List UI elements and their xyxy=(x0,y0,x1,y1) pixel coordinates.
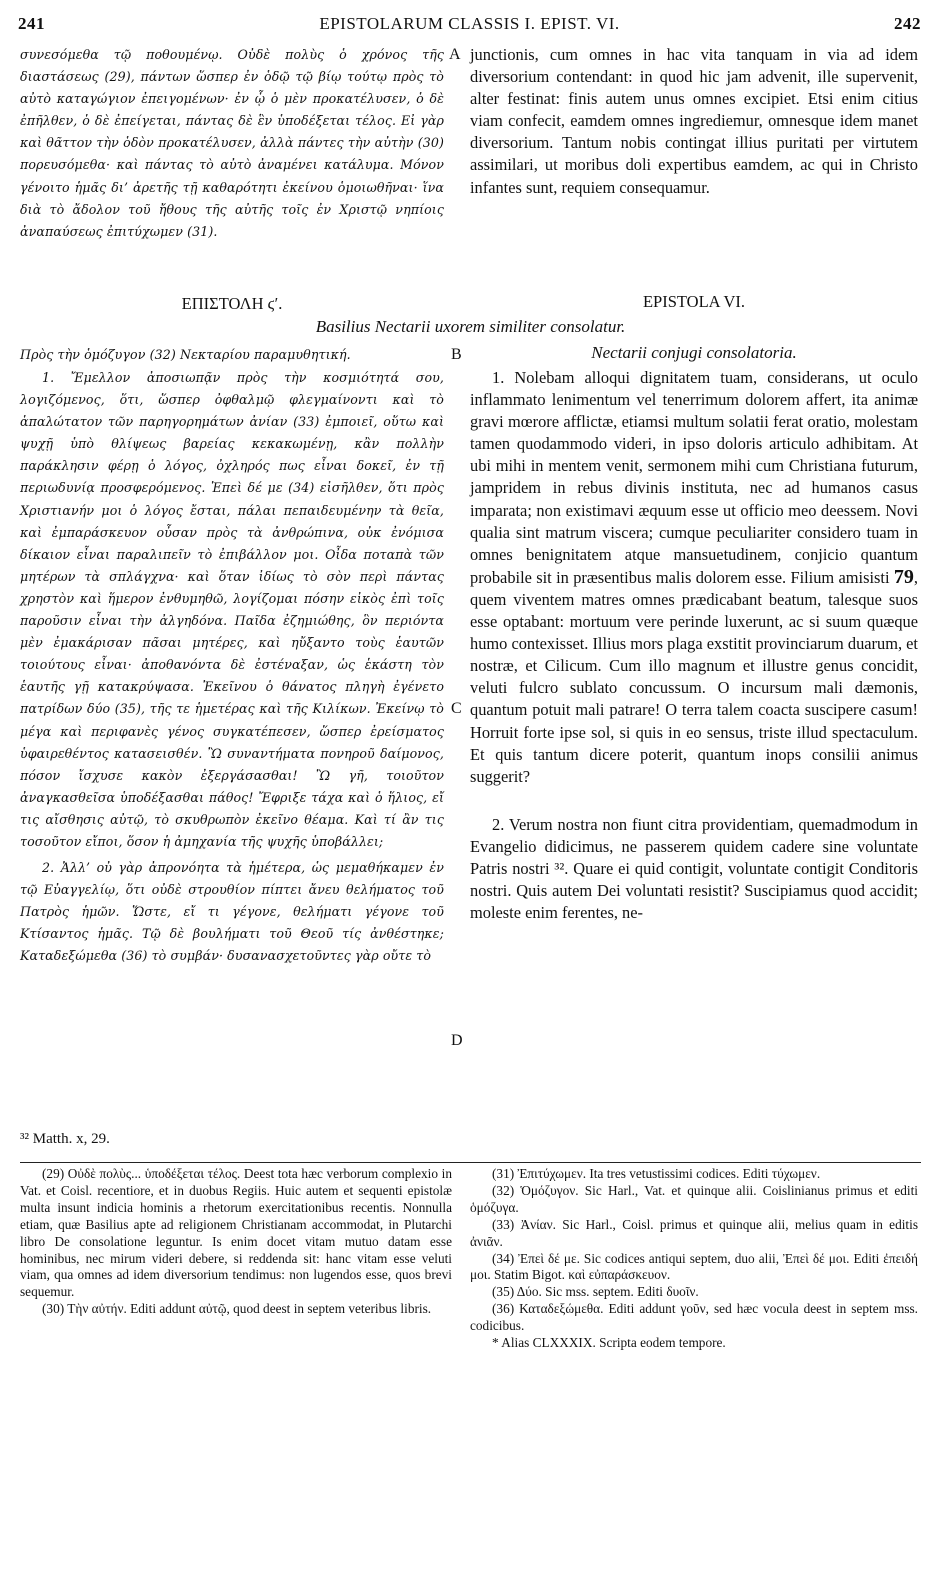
notes-left xyxy=(20,1166,452,1318)
margin-mark-b: B xyxy=(451,346,462,363)
running-header xyxy=(18,14,921,36)
notes-right xyxy=(470,1166,918,1352)
note-30: (30) Τὴν αὐτήν. Editi addunt αὐτῷ, quod deest in septem veteribus libris. xyxy=(42,1301,432,1317)
note-35: (35) Δύο. Sic mss. septem. Editi δυοῖν. xyxy=(492,1284,699,1300)
column-number: 79 xyxy=(893,565,914,588)
margin-mark-a: A xyxy=(449,46,461,63)
latin-address: Nectarii conjugi consolatoria. xyxy=(591,343,797,362)
note-33: (33) Ἀνίαν. Sic Harl., Coisl. primus et quinque alii, melius quam in editis ἀνιᾶν. xyxy=(470,1216,918,1249)
scripture-footnote: ³² Matth. x, 29. xyxy=(20,1131,110,1147)
note-34: (34) Ἐπεὶ δέ με. Sic codices antiqui septem, duo alii, Ἐπεὶ δέ μοι. Editi ἐπειδή μοι. Statim Bigot. καὶ εὐπαράσκευον. xyxy=(470,1250,918,1283)
latin-continuation-text: junctionis, cum omnes in hac vita tanquam in via ad idem diversorium contendant: in quod hic jam advenit, ille supervenit, alter festinat: finis autem unus omnes excipiet. Etsi enim citius viam confecit, eamdem omnes ingrediemur, omnesque idem manet diversorium. Tantum nobis contingat illius puritati per virtutem assimilari, ut moribus doli expertibus eamdem, ac qui in Christo infantes sunt, requiem consequamur. xyxy=(470,45,918,197)
epistle-subtitle: Basilius Nectarii uxorem similiter consolatur. xyxy=(315,317,626,336)
note-alias: * Alias CLXXXIX. Scripta eodem tempore. xyxy=(492,1335,726,1351)
greek-letter-column xyxy=(20,367,444,968)
greek-continuation-text: συνεσόμεθα τῷ ποθουμένῳ. Οὐδὲ πολὺς ὁ χρόνος τῆς διαστάσεως (29), πάντων ὥσπερ ἐν ὁδῷ τῷ βίῳ τούτῳ πρὸς τὸ αὐτὸ καταγώγιον ἐπειγομένων· ἐν ᾧ ὁ μὲν προκατέλυσεν, ὁ δὲ ἐπῆλθεν, ὁ δὲ ἐπείγεται, πάντας δὲ ἓν ὑποδέξεται τέλος. Εἰ γὰρ καὶ θᾶττον τὴν ὁδὸν προκατέλυσεν, ἀλλὰ πάντες τὴν αὐτὴν (30) πορευσόμεθα· καὶ πάντας τὸ αὐτὸ ἀναμένει κατάλυμα. Μόνον γένοιτο ἡμᾶς δι’ ἀρετῆς τῇ καθαρότητι ἐκείνου ὁμοιωθῆναι· ἵνα διὰ τὸ ἄδολον τοῦ ἤθους τῆς αὐτῆς τοῖς ἐν Χριστῷ νηπίοις ἀναπαύσεως ἐπιτύχωμεν (31). xyxy=(20,47,444,239)
note-29: (29) Οὐδὲ πολὺς... ὑποδέξεται τέλος. Deest tota hæc verborum complexio in Vat. et Coisl. recentiore, et in duobus Regiis. Huic autem et sequenti epistolæ multa insunt indicia hominis a rhetorum exercitationibus recentis. Nonnulla etiam, quæ Basilius apte ad religionem Christianam accommodat, in Plutarchi libro De consolatione leguntur. Is enim docet vitam mutuo datam esse hominibus, nec mirum videri debere, si reddenda sit: hanc vitam esse veluti viam, qua omnes ad idem diversorium tendimus: non lugendos esse, quos brevi sequemur. xyxy=(20,1166,452,1300)
greek-paragraph-2: 2. Ἀλλ’ οὐ γὰρ ἀπρονόητα τὰ ἡμέτερα, ὡς μεμαθήκαμεν ἐν τῷ Εὐαγγελίῳ, ὅτι οὐδὲ στρουθίον πίπτει ἄνευ θελήματος τοῦ Πατρὸς ἡμῶν. Ὥστε, εἴ τι γέγονε, θελήματι γέγονε τοῦ Κτίσαντος ἡμᾶς. Τῷ δὲ βουλήματι τοῦ Θεοῦ τίς ἀνθέστηκε; Καταδεξώμεθα (36) τὸ συμβάν· δυσανασχετοῦντες γὰρ οὔτε τὸ xyxy=(20,860,444,964)
greek-paragraph-1: 1. Ἔμελλον ἀποσιωπᾷν πρὸς τὴν κοσμιότητά σου, λογιζόμενος, ὅτι, ὥσπερ ὀφθαλμῷ φλεγμαίνοντι καὶ τὸ ἁπαλώτατον τῶν παρηγορημάτων ἀνίαν (33) ἐμποιεῖ, οὕτω καὶ ψυχῇ ὑπὸ θλίψεως βαρείας κεκακωμένῃ, κἂν πολλὴν παράκλησιν φέρῃ ὁ λόγος, ὀχληρός πως εἶναι δοκεῖ, ἐν τῇ περιωδυνίᾳ προσφερόμενος. Ἐπεὶ δέ με (34) εἰσῆλθεν, ὅτι πρὸς Χριστιανήν μοι ὁ λόγος ἔσται, πάλαι πεπαιδευμένην τὰ θεῖα, καὶ ἐμπαράσκευον οὖσαν πρὸς τὰ ἀνθρώπινα, οὐκ ἐνόμισα δίκαιον εἶναι παραλιπεῖν τὸ ἐπιβάλλον μοι. Οἶδα ποταπὰ τῶν μητέρων τὰ σπλάγχνα· καὶ ὅταν ἰδίως τὸ σὸν περὶ πάντας χρηστὸν καὶ ἥμερον ἐνθυμηθῶ, λογίζομαι πόσην εἰκὸς ἐπὶ τοῖς παροῦσιν εἶναι τὴν ἀλγηδόνα. Παῖδα ἐζημιώθης, ὃν περιόντα μὲν ἐμακάρισαν πᾶσαι μητέρες, καὶ ηὔξαντο τοὺς ἑαυτῶν τοιούτους εἶναι· ἀποθανόντα δὲ ἐστέναξαν, ὡς ἑκάστη τὸν ἑαυτῆς γῇ κατακρύψασα. Ἐκεῖνου ὁ θάνατος πληγὴ ἐγένετο πατρίδων δύο (35), τῆς τε ἡμετέρας καὶ τῆς Κιλίκων. Ἐκείνῳ τὸ μέγα καὶ περιφανὲς γένος συγκατέπεσεν, ὥσπερ ἐρείσματος ὑφαιρεθέντος κατασεισθέν. Ὢ συναντήματα πονηροῦ δαίμονος, πόσον ἴσχυσε κακὸν ἐξεργάσασθαι! Ὢ γῆ, τοιοῦτον ἀναγκασθεῖσα ὑποδέξασθαι πάθος! Ἔφριξε τάχα καὶ ὁ ἥλιος, εἴ τις αἴσθησις αὐτῷ, τὸ σκυθρωπὸν ἐκεῖνο θέαμα. Καὶ τί ἂν τις τοσοῦτον εἴποι, ὅσον ἡ ἀμηχανία τῆς ψυχῆς ὑποβάλλει; xyxy=(20,370,444,849)
latin-epistle-title: EPISTOLA VI. xyxy=(642,292,746,311)
latin-paragraph-1 xyxy=(470,367,918,788)
greek-epistle-title: ΕΠΙΣΤΟΛΗ ϛʹ. xyxy=(181,294,283,313)
margin-mark-c: C xyxy=(451,700,462,717)
margin-mark-d: D xyxy=(451,1032,463,1049)
running-title: EPISTOLARUM CLASSIS I. EPIST. VI. xyxy=(319,14,620,33)
greek-continuation xyxy=(20,44,444,243)
latin-continuation xyxy=(470,44,918,199)
page-number-right: 242 xyxy=(894,14,921,33)
footnote-divider xyxy=(20,1162,921,1163)
note-36: (36) Καταδεξώμεθα. Editi addunt γοῦν, sed hæc vocula deest in septem mss. codicibus. xyxy=(470,1301,918,1334)
page-number-left: 241 xyxy=(18,14,45,33)
latin-paragraph-2: 2. Verum nostra non fiunt citra providentiam, quemadmodum in Evangelio didicimus, ne passerem quidem cadere sine voluntate Patris nostri ³². Quare ei quid contigit, voluntate contigit Conditoris nostri. Quis autem Dei voluntati resistit? Suscipiamus quod accidit; moleste enim ferentes, ne- xyxy=(470,814,918,923)
latin-letter-column xyxy=(470,367,918,924)
latin-paragraph-1b: , quem viventem matres omnes prædicabant beatum, talesque suos esse optabant: mortuum vere perinde luxerunt, ac si suum quæque humo contexisset. Illius mors plaga exstitit provinciarum duarum, et nostræ, et Cilicum. Cum illo magnum et illustre genus concidit, veluti fulcro sublato concussum. O incursum mali dæmonis, quantum potuit mali patrare! O terra talem coacta suscipere casum! Horruit forte ipse sol, si quis in eo sensus, triste illud spectaculum. Et quis tantum dicere poterit, quantum inops consilii animus suggerit? xyxy=(470,567,918,786)
note-32: (32) Ὁμόζυγον. Sic Harl., Vat. et quinque alii. Coislinianus primus et editi ὁμόζυγα. xyxy=(470,1182,918,1215)
latin-paragraph-1a: 1. Nolebam alloqui dignitatem tuam, considerans, ut oculo inflammato lenimentum vel tenerrimum dolorem affert, ita animæ gravi mœrore afflictæ, etiamsi multum solatii ferat oratio, molestam tamen quodammodo videri, in ipso doloris articulo adhibitam. At ubi mihi in mentem venit, sermonem mihi cum Christiana futurum, jampridem in rebus divinis instituta, nec ad humanos casus imparata; non existimavi æquum esse ut officio meo deessem. Novi qualia sint matrum viscera; cumque peculiariter considero tuam in omnes benignitatem atque mansuetudinem, conjicio quantum probabile sit in præsentibus malis dolorem esse. Filium amisisti xyxy=(470,368,918,587)
greek-address-text: Πρὸς τὴν ὁμόζυγον (32) Νεκταρίου παραμυθητική. xyxy=(20,347,351,362)
note-31: (31) Ἐπιτύχωμεν. Ita tres vetustissimi codices. Editi τύχωμεν. xyxy=(492,1166,821,1181)
greek-address xyxy=(20,344,444,366)
